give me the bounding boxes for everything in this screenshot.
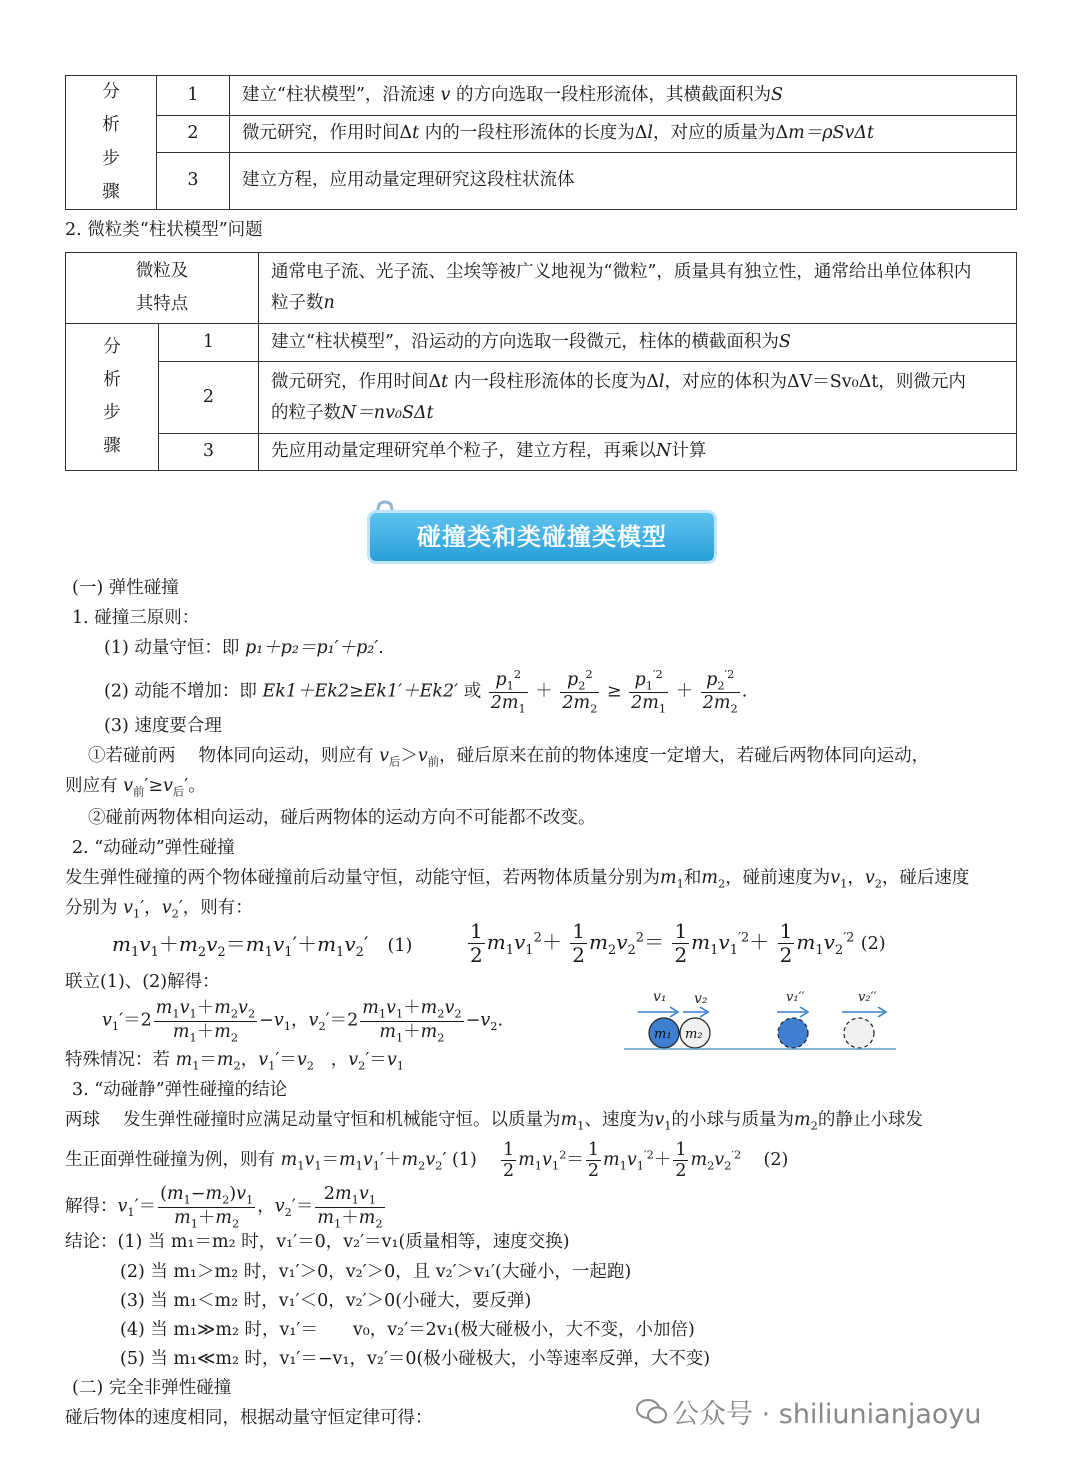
- label-m1: m₁: [654, 1027, 672, 1042]
- table2-head-label: 微粒及 其特点: [66, 253, 259, 324]
- conclusion-4: (4) 当 m₁≫m₂ 时，v₁′＝ v₀，v₂′＝2v₁(极大碰极小，大不变，小加倍): [120, 1320, 695, 1340]
- table1-step-num: 1: [157, 76, 230, 116]
- table1-step-text: 微元研究，作用时间Δt 内的一段柱形流体的长度为Δl，对应的质量为Δm＝ρSvΔt: [230, 116, 1017, 153]
- special-case: 特殊情况：若 $m_1=m_2$，$v_1'=v_2$ ，$v_2'=v_1$: [65, 1050, 404, 1073]
- solution-2: 解得：$v_1'=$ $\frac{(m_1-m_2)v_1}{m_1+m_2}$ ，$v_2'=$ $\frac{2m_1v_1}{m_1+m_2}$: [65, 1184, 383, 1231]
- equation-1: $m_1v_1+m_2v_2=m_1v_1'+m_1v_2'$ (1): [112, 932, 413, 960]
- dong-desc-2: 分别为 $v_1'$，$v_2'$，则有：: [65, 898, 253, 921]
- collision-diagram: [620, 985, 900, 1055]
- table2-step-text: 建立“柱状模型”，沿运动的方向选取一段微元，柱体的横截面积为S: [259, 324, 1017, 362]
- label-v2-after: v₂′′: [858, 990, 877, 1005]
- ball-m2-after: [844, 1018, 874, 1048]
- section-2-title: 2. 微粒类“柱状模型”问题: [65, 220, 263, 240]
- label-m2: m₂: [685, 1027, 703, 1042]
- table1-step-num: 3: [157, 153, 230, 210]
- inelastic-title: (二) 完全非弹性碰撞: [72, 1378, 232, 1398]
- static-desc-1: 两球 发生弹性碰撞时应满足动量守恒和机械能守恒。以质量为$m_1$、速度为$v_1$的小球与质量为$m_2$的静止小球发: [65, 1110, 923, 1133]
- dong-title: 2. “动碰动”弹性碰撞: [72, 838, 235, 858]
- principle-2: (2) 动能不增加：即 Ek1＋Ek2≥Ek1′＋Ek2′ 或 $\frac{p_1^2}{2m_1}$ ＋ $\frac{p_2^2}{2m_2}$ ≥ $\frac{p_1^{'2}}{2m_1}$ ＋ $\frac{p_2^{'2}}{2m_2}$ .: [104, 667, 748, 716]
- analysis-table-1: [65, 75, 1017, 210]
- principle-3-1: ①若碰前两 物体同向运动，则应有 $v_后>v_前$，碰后原来在前的物体速度一定增大，若碰后两物体同向运动，: [88, 746, 930, 769]
- watermark: 公众号 · shiliunianjaoyu: [672, 1399, 982, 1430]
- table2-step-num: 2: [159, 362, 259, 434]
- label-v1: v₁: [653, 989, 667, 1005]
- principle-3-1b: 则应有 $v_前'\ge v_后'$。: [65, 776, 206, 799]
- table2-step-num: 1: [159, 324, 259, 362]
- table2-head-text: 通常电子流、光子流、尘埃等被广义地视为“微粒”，质量具有独立性，通常给出单位体积内 粒子数n: [259, 253, 1017, 324]
- conclusion-1: 结论：(1) 当 m₁＝m₂ 时，v₁′＝0，v₂′＝v₁(质量相等，速度交换): [65, 1232, 570, 1252]
- ball-m1-after: [778, 1018, 808, 1048]
- wechat-icon: [636, 1398, 668, 1426]
- static-title: 3. “动碰静”弹性碰撞的结论: [72, 1080, 288, 1100]
- table2-step-text: 先应用动量定理研究单个粒子，建立方程，再乘以N计算: [259, 434, 1017, 471]
- conclusion-5: (5) 当 m₁≪m₂ 时，v₁′＝−v₁，v₂′＝0(极小碰极大，小等速率反弹，大不变): [120, 1349, 711, 1369]
- conclusion-2: (2) 当 m₁＞m₂ 时，v₁′＞0，v₂′＞0，且 v₂′＞v₁′(大碰小，一起跑): [120, 1262, 632, 1282]
- section-banner: 碰撞类和类碰撞类模型: [370, 513, 714, 561]
- table1-side-label: 分 析 步 骤: [66, 76, 157, 210]
- dong-desc-1: 发生弹性碰撞的两个物体碰撞前后动量守恒，动能守恒，若两物体质量分别为$m_1$和$m_2$，碰前速度为$v_1$，$v_2$，碰后速度: [65, 868, 970, 891]
- principle-1: (1) 动量守恒：即 p₁＋p₂＝p₁′＋p₂′.: [104, 638, 384, 658]
- solve-label: 联立(1)、(2)解得：: [65, 972, 220, 992]
- label-v2: v₂: [694, 991, 708, 1007]
- label-v1-after: v₁′′: [786, 990, 805, 1005]
- principle-3: (3) 速度要合理: [104, 716, 222, 736]
- elastic-title: (一) 弹性碰撞: [72, 578, 179, 598]
- table2-side-label: 分 析 步 骤: [66, 324, 159, 471]
- table1-step-num: 2: [157, 116, 230, 153]
- solution-1: $v_1'=2$ $\frac{m_1v_1+m_2v_2}{m_1+m_2}$ $-v_1$，$v_2'=2$ $\frac{m_1v_1+m_2v_2}{m_1+m_2}$ $-v_2$.: [102, 998, 504, 1045]
- table1-step-text: 建立“柱状模型”，沿流速 v 的方向选取一段柱形流体，其横截面积为S: [230, 76, 1017, 116]
- principles-title: 1. 碰撞三原则：: [72, 608, 200, 628]
- static-desc-2: 生正面弹性碰撞为例，则有 $m_1v_1=m_1v_1'+m_2v_2'$ (1) $\frac{1}{2}$ $m_1v_1^2=$ $\frac{1}{2}$ $m_1v_1^{'2}+$ $\frac{1}{2}$ $m_2v_2^{'2}$ (2): [65, 1140, 789, 1182]
- conclusion-3: (3) 当 m₁＜m₂ 时，v₁′＜0，v₂′＞0(小碰大，要反弹): [120, 1291, 532, 1311]
- principle-3-2: ②碰前两物体相向运动，碰后两物体的运动方向不可能都不改变。: [88, 808, 596, 828]
- equation-2: $\frac{1}{2}$ $m_1v_1^2+$ $\frac{1}{2}$ $m_2v_2^2=$ $\frac{1}{2}$ $m_1v_1^{'2}+$ $\frac{1}{2}$ $m_1v_2^{'2}$ (2): [470, 919, 886, 967]
- analysis-table-2: [65, 252, 1017, 471]
- inelastic-desc: 碰后物体的速度相同，根据动量守恒定律可得：: [65, 1408, 433, 1428]
- table1-step-text: 建立方程，应用动量定理研究这段柱状流体: [230, 153, 1017, 210]
- table2-step-num: 3: [159, 434, 259, 471]
- table2-step-text: 微元研究，作用时间Δt 内一段柱形流体的长度为Δl，对应的体积为ΔV＝Sv₀Δt，则微元内 的粒子数N＝nv₀SΔt: [259, 362, 1017, 434]
